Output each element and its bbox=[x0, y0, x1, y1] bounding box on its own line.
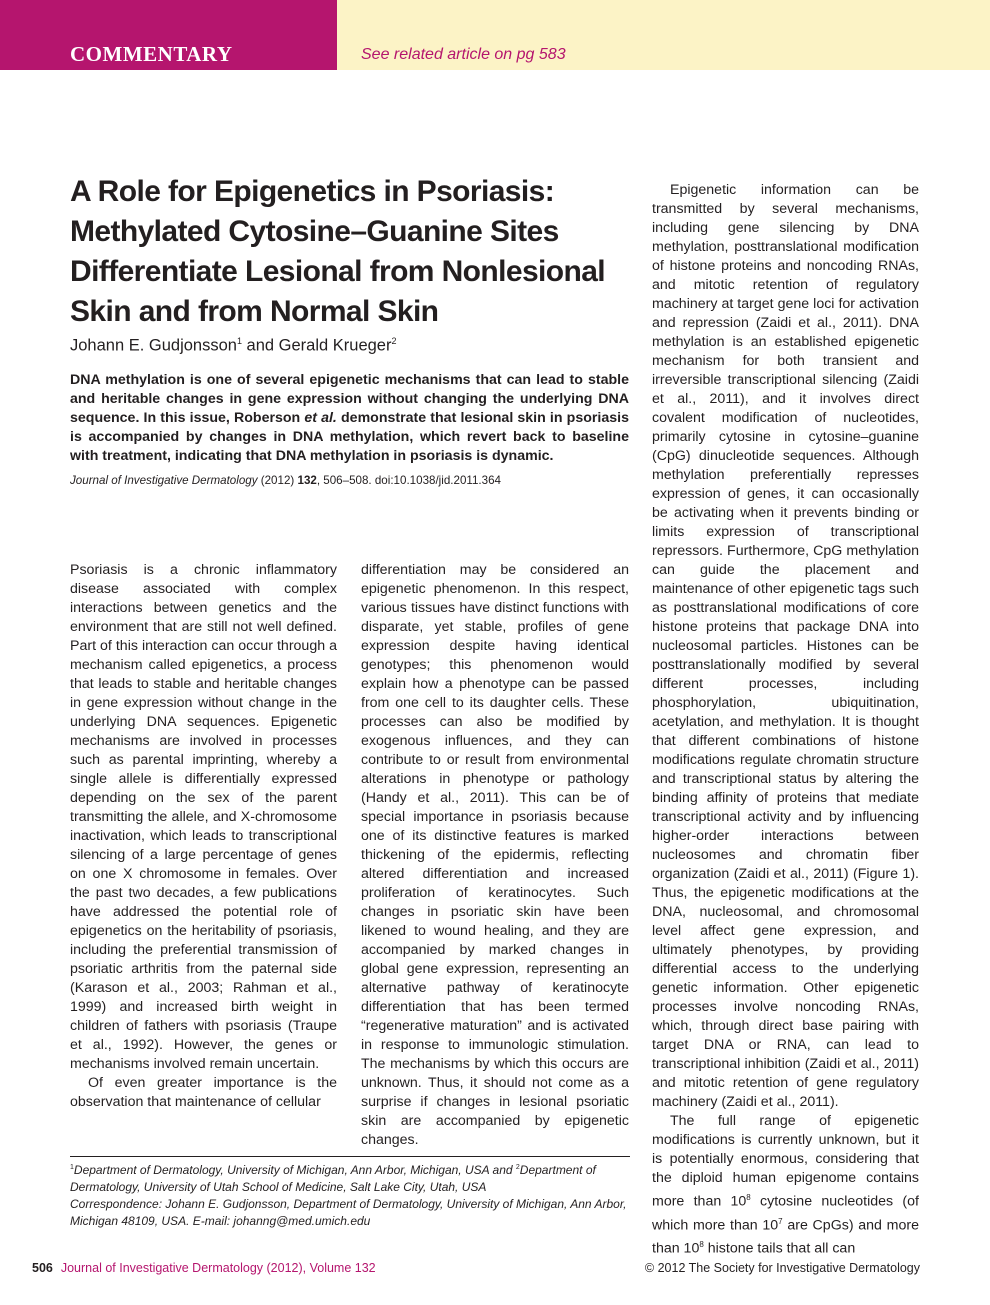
correspondence: Correspondence: Johann E. Gudjonsson, Department of Dermatology, University of Michigan, Ann Arbor, Michigan 48109, USA. E-mail: johanng@med.umich.edu bbox=[70, 1197, 627, 1228]
author-name: Johann E. Gudjonsson bbox=[70, 336, 237, 355]
exponent: 8 bbox=[699, 1240, 704, 1250]
exponent: 8 bbox=[746, 1193, 751, 1202]
body-column-2 bbox=[361, 561, 629, 1150]
affiliation-marker: 2 bbox=[391, 336, 397, 346]
author-name: Gerald Krueger bbox=[278, 336, 392, 355]
page-number: 506 bbox=[32, 1261, 53, 1275]
section-banner bbox=[0, 0, 337, 70]
footnote-divider bbox=[70, 1156, 630, 1157]
citation-line bbox=[70, 474, 630, 487]
related-article-link[interactable]: See related article on pg 583 bbox=[361, 46, 566, 63]
footnotes bbox=[70, 1160, 630, 1230]
author-conjunction: and bbox=[241, 336, 279, 355]
body-paragraph: Of even greater importance is the observation that maintenance of cellular bbox=[70, 1075, 337, 1110]
body-column-1 bbox=[70, 561, 337, 1112]
body-text: The full range of epigenetic modifications is currently unknown, but it is potentially enormous, considering that the diploid human epigenome contains more than 10 bbox=[652, 1113, 919, 1210]
copyright: © 2012 The Society for Investigative Dermatology bbox=[644, 1261, 920, 1275]
related-banner bbox=[337, 0, 990, 70]
affiliation-marker: 1 bbox=[70, 1164, 74, 1171]
affiliation-text: Department of Dermatology, University of Michigan, Ann Arbor, Michigan, USA and bbox=[73, 1163, 516, 1177]
body-paragraph: differentiation may be considered an epigenetic phenomenon. In this respect, various tissues have distinct functions with disparate, yet stable, profiles of gene expression despite having identical genotypes; this phenomenon would explain how a phenotype can be passed from one cell to its daughter cells. These processes can also be modified by exogenous influences, and they can contribute to or result from environmental alterations in phenotype or pathology (Handy et al., 2011). This can be of special importance in psoriasis because one of its distinctive features is marked thickening of the epidermis, reflecting altered differentiation and increased proliferation of keratinocytes. Such changes in psoriatic skin have been likened to wound healing, and they are accompanied by marked changes in global gene expression, representing an alternative pathway of keratinocyte differentiation that has been termed “regenerative maturation” and is activated in response to immunologic stimulation. The mechanisms by which this occurs are unknown. Thus, it should not come as a surprise if changes in lesional psoriatic skin are accompanied by epigenetic changes. bbox=[361, 562, 629, 1148]
footer-journal: Journal of Investigative Dermatology (2012), Volume 132 bbox=[60, 1261, 376, 1275]
page-footer bbox=[32, 1261, 920, 1275]
citation-year: (2012) bbox=[257, 474, 298, 487]
affiliation-marker: 2 bbox=[515, 1164, 520, 1171]
abstract-text: demonstrate that lesional skin in psoriasis is accompanied by changes in DNA methylation, which revert back to baseline with treatment, indicating that DNA methylation in psoriasis is dynamic. bbox=[70, 410, 629, 464]
citation-journal: Journal of Investigative Dermatology bbox=[70, 474, 258, 487]
citation-volume: 132 bbox=[297, 474, 317, 487]
affiliation-marker: 1 bbox=[236, 336, 242, 346]
abstract-etal: et al. bbox=[304, 410, 337, 426]
article-title: A Role for Epigenetics in Psoriasis: Methylated Cytosine–Guanine Sites Differentiate Lesional from Nonlesional Skin and from Normal Skin bbox=[70, 175, 606, 328]
body-paragraph: Epigenetic information can be transmitted by several mechanisms, including gene silencing by DNA methylation, posttranslational modification of histone proteins and noncoding RNAs, and mitotic retention of regulatory machinery at target gene loci for activation and repression (Zaidi et al., 2011). DNA methylation is an established epigenetic mechanism for both transient and irreversible transcriptional silencing (Zaidi et al., 2011), and it involves direct covalent modification of nucleotides, primarily cytosine in cytosine–guanine (CpG) dinucleotide sequences. Although methylation preferentially represses expression of genes, it can occasionally be activating when it prevents binding or limits expression of transcriptional repressors. Furthermore, CpG methylation can guide the placement and maintenance of other epigenetic tags such as posttranslational modifications of core histone proteins that package DNA into nucleosomal particles. Histones can be posttranslationally modified by several different processes, including phosphorylation, ubiquitination, acetylation, and methylation. It is thought that different combinations of histone modifications regulate chromatin structure and transcriptional status by altering the binding affinity of proteins that mediate transcriptional activity and by influencing higher-order interactions between nucleosomes and chromatin fiber organization (Zaidi et al., 2011) (Figure 1). Thus, the epigenetic modifications at the DNA, nucleosomal, and chromosomal level affect gene expression, and ultimately phenotypes, by providing differential access to the underlying genetic information. Other epigenetic processes involve noncoding RNAs, which, through direct base pairing with target DNA or RNA, can lead to transcriptional inhibition (Zaidi et al., 2011) and mitotic retention of gene regulatory machinery (Zaidi et al., 2011). bbox=[652, 182, 919, 1110]
exponent: 7 bbox=[778, 1216, 783, 1226]
body-paragraph bbox=[652, 1112, 919, 1259]
affiliation-text: Department of Dermatology, University of Utah School of Medicine, Salt Lake City, Utah, USA bbox=[70, 1163, 596, 1194]
citation-rest: , 506–508. doi:10.1038/jid.2011.364 bbox=[316, 474, 502, 487]
section-label: COMMENTARY bbox=[70, 42, 233, 66]
body-text: cytosine nucleotides (of which more than 10 bbox=[652, 1193, 919, 1234]
body-text: are CpGs) and more than 10 bbox=[652, 1217, 919, 1258]
abstract-text: DNA methylation is one of several epigenetic mechanisms that can lead to stable and heritable changes in gene expression without changing the underlying DNA sequence. In this issue, Roberson bbox=[70, 372, 629, 426]
affiliations bbox=[70, 1160, 630, 1195]
abstract bbox=[70, 371, 629, 466]
body-column-3 bbox=[652, 181, 919, 1259]
body-text: histone tails that all can bbox=[703, 1241, 856, 1258]
body-paragraph: Psoriasis is a chronic inflammatory disease associated with complex interactions between genetics and the environment that are still not well defined. Part of this interaction can occur through a mechanism called epigenetics, a process that leads to stable and heritable changes in gene expression without change in the underlying DNA sequences. Epigenetic mechanisms are involved in processes such as parental imprinting, whereby a single allele is differentially expressed depending on the sex of the parent transmitting the allele, and X-chromosome inactivation, which leads to transcriptional silencing of a large percentage of genes on one X chromosome in females. Over the past two decades, a few publications have addressed the potential role of epigenetics on the heritability of psoriasis, including the preferential transmission of psoriatic arthritis from the paternal side (Karason et al., 2003; Rahman et al., 1999) and increased birth weight in children of fathers with psoriasis (Traupe et al., 1992). However, the genes or mechanisms involved remain uncertain. bbox=[70, 562, 337, 1072]
author-list bbox=[70, 336, 397, 356]
